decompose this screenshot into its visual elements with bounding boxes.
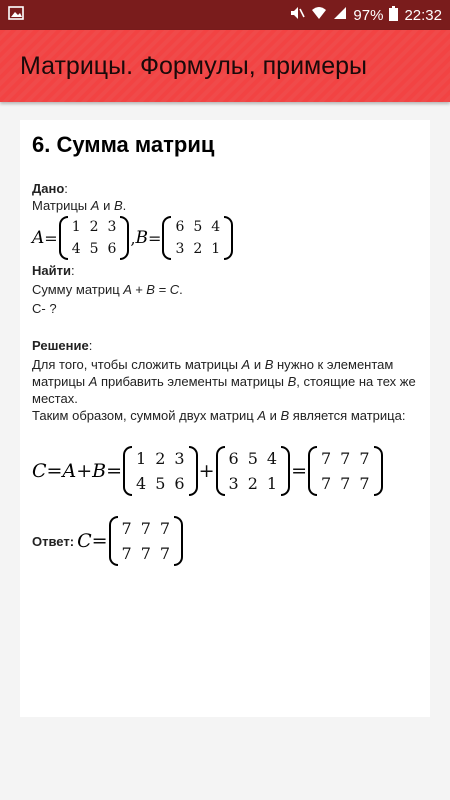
signal-icon	[333, 6, 347, 24]
given-label: Дано	[32, 181, 65, 196]
solution-formula: C = A + B = 1 2 3 4 5 6 + 6 5 4 3 2 1 = 7 7 7 7 7 7	[32, 446, 418, 496]
matrix-grid	[132, 446, 189, 496]
battery-percent: 97%	[353, 6, 384, 24]
matrix-cell: 7	[340, 449, 351, 468]
matrix-cell: 3	[175, 241, 185, 257]
matrix-cell: 2	[247, 474, 258, 493]
find-heading: Найти:	[32, 263, 75, 278]
solution-label: Решение	[32, 338, 89, 353]
content-card	[20, 120, 430, 717]
matrix-cell: 5	[193, 219, 203, 235]
left-paren	[216, 446, 225, 496]
given-heading: Дано:	[32, 181, 68, 196]
matrix-grid	[68, 216, 121, 260]
matrix-b	[162, 216, 233, 260]
matrix-cell: 7	[359, 474, 370, 493]
left-paren	[59, 216, 68, 260]
matrix-cell: 7	[121, 519, 132, 538]
matrix-grid	[317, 446, 374, 496]
mute-icon	[289, 5, 305, 25]
battery-icon	[389, 6, 398, 25]
right-paren	[224, 216, 233, 260]
matrix-a	[59, 216, 130, 260]
matrix-cell: 5	[155, 474, 166, 493]
matrix-cell: 3	[107, 219, 117, 235]
clock: 22:32	[404, 6, 442, 24]
wifi-icon	[311, 6, 327, 24]
image-icon	[8, 6, 24, 24]
matrix-cell: 6	[174, 474, 185, 493]
matrix-cell: 7	[320, 449, 332, 468]
solution-paragraph-1: Для того, чтобы сложить матрицы A и B нужно к элементам матрицы A прибавить элементы матрицы B, стоящие на тех же местах.	[32, 357, 416, 406]
matrix-grid	[171, 216, 224, 260]
find-line-1: Сумму матриц A + B = C.	[32, 282, 183, 297]
matrix-cell: 1	[211, 241, 221, 257]
right-paren	[189, 446, 198, 496]
matrix-cell: 3	[228, 474, 239, 493]
matrix-cell: 4	[266, 449, 278, 468]
answer-row: Ответ: C = 7 7 7 7 7 7	[32, 516, 418, 566]
matrix-cell: 5	[89, 241, 99, 257]
app-bar	[0, 30, 450, 102]
section-title: 6. Сумма матриц	[32, 132, 215, 157]
given-text: Матрицы A и B.	[32, 198, 127, 213]
left-paren	[123, 446, 132, 496]
matrix-cell: 7	[159, 544, 171, 563]
find-label: Найти	[32, 263, 71, 278]
matrix-cell: 4	[71, 241, 81, 257]
matrix-cell: 4	[136, 474, 147, 493]
matrix-cell: 1	[71, 219, 81, 235]
matrix-cell: 2	[89, 219, 99, 235]
solution-heading: Решение:	[32, 338, 93, 353]
status-bar	[0, 0, 450, 30]
matrix-cell: 1	[266, 474, 278, 493]
given-formula: A = 1 2 3 4 5 6 , B = 6 5 4 3 2 1	[32, 216, 418, 260]
matrix-a	[123, 446, 198, 496]
matrix-cell: 7	[121, 544, 132, 563]
right-paren	[281, 446, 290, 496]
matrix-cell: 6	[175, 219, 185, 235]
left-paren	[308, 446, 317, 496]
matrix-cell: 2	[193, 241, 203, 257]
matrix-cell: 4	[211, 219, 221, 235]
matrix-cell: 5	[247, 449, 258, 468]
left-paren	[109, 516, 118, 566]
matrix-cell: 7	[320, 474, 332, 493]
left-paren	[162, 216, 171, 260]
matrix-cell: 1	[136, 449, 147, 468]
matrix-cell: 3	[174, 449, 185, 468]
right-paren	[374, 446, 383, 496]
matrix-cell: 2	[155, 449, 166, 468]
matrix-cell: 7	[140, 519, 151, 538]
matrix-cell: 7	[340, 474, 351, 493]
app-title: Матрицы. Формулы, примеры	[20, 51, 368, 80]
matrix-grid	[118, 516, 175, 566]
right-paren	[174, 516, 183, 566]
matrix-c	[109, 516, 184, 566]
matrix-cell: 6	[228, 449, 239, 468]
matrix-b	[216, 446, 291, 496]
find-line-2: С- ?	[32, 301, 57, 316]
answer-label: Ответ:	[32, 533, 75, 549]
matrix-cell: 7	[159, 519, 171, 538]
matrix-cell: 7	[140, 544, 151, 563]
matrix-cell: 6	[107, 241, 117, 257]
matrix-c	[308, 446, 383, 496]
solution-paragraph-2: Таким образом, суммой двух матриц A и B является матрица:	[32, 408, 406, 423]
right-paren	[120, 216, 129, 260]
matrix-cell: 7	[359, 449, 370, 468]
matrix-grid	[225, 446, 282, 496]
